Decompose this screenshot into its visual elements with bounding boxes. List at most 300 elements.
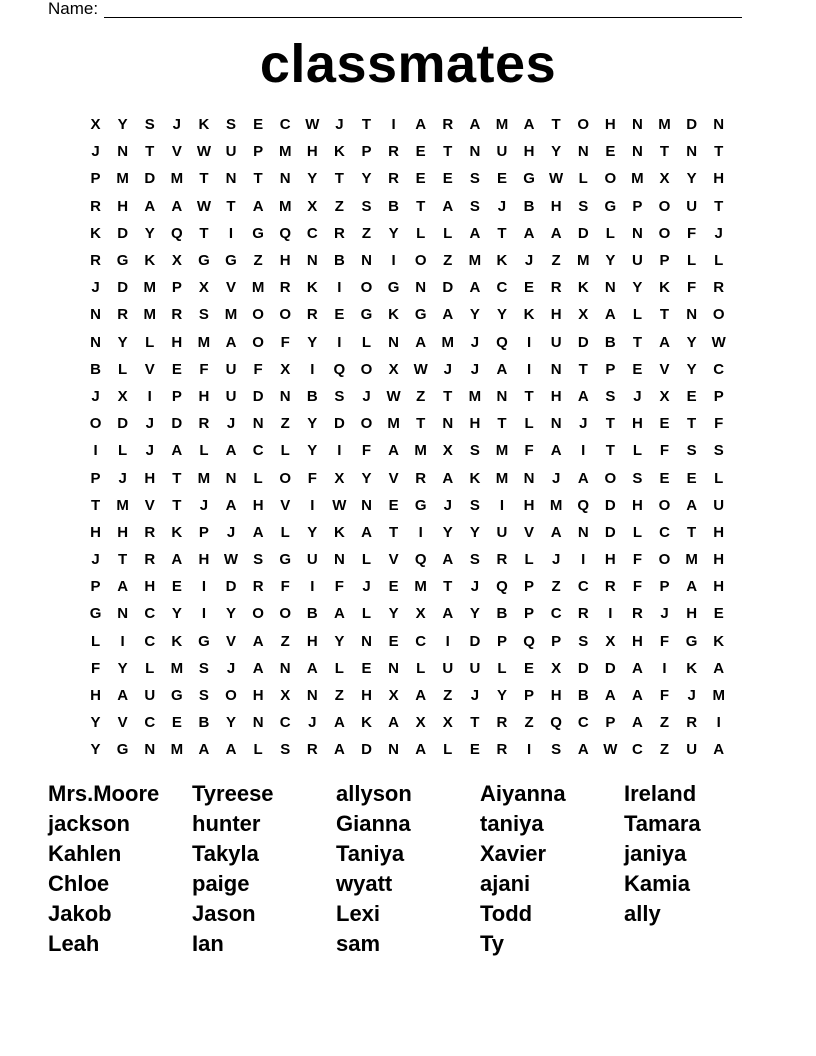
grid-letter[interactable]: H xyxy=(632,496,643,514)
grid-letter[interactable]: F xyxy=(632,551,642,569)
grid-letter[interactable]: V xyxy=(524,523,535,541)
grid-letter[interactable]: A xyxy=(632,714,643,732)
grid-letter[interactable]: J xyxy=(91,143,100,161)
grid-letter[interactable]: K xyxy=(388,306,399,324)
grid-letter[interactable]: N xyxy=(117,605,129,623)
grid-letter[interactable]: Y xyxy=(307,442,318,460)
grid-letter[interactable]: G xyxy=(685,632,698,650)
grid-letter[interactable]: A xyxy=(577,469,589,487)
grid-letter[interactable]: S xyxy=(144,116,155,134)
grid-letter[interactable]: F xyxy=(659,687,670,705)
grid-letter[interactable]: N xyxy=(604,279,616,297)
grid-letter[interactable]: Y xyxy=(605,252,616,270)
grid-letter[interactable]: S xyxy=(198,687,209,705)
grid-letter[interactable]: A xyxy=(415,333,427,351)
grid-letter[interactable]: H xyxy=(713,551,725,569)
grid-letter[interactable]: R xyxy=(90,197,101,215)
grid-letter[interactable]: Z xyxy=(551,252,561,270)
grid-letter[interactable]: J xyxy=(91,551,100,569)
grid-letter[interactable]: N xyxy=(577,523,589,541)
grid-letter[interactable]: O xyxy=(658,224,671,242)
grid-letter[interactable]: H xyxy=(686,605,698,623)
grid-letter[interactable]: P xyxy=(605,360,616,378)
grid-letter[interactable]: H xyxy=(713,170,725,188)
grid-letter[interactable]: O xyxy=(252,306,264,324)
grid-letter[interactable]: O xyxy=(225,687,237,705)
grid-letter[interactable]: A xyxy=(117,687,129,705)
grid-letter[interactable]: A xyxy=(632,659,643,677)
grid-letter[interactable]: R xyxy=(252,578,264,596)
grid-letter[interactable]: N xyxy=(388,741,399,759)
grid-letter[interactable]: C xyxy=(144,714,156,732)
grid-letter[interactable]: D xyxy=(117,224,129,242)
grid-letter[interactable]: T xyxy=(714,197,724,215)
grid-letter[interactable]: Z xyxy=(551,578,561,596)
grid-letter[interactable]: C xyxy=(550,605,562,623)
grid-letter[interactable]: M xyxy=(251,279,265,297)
grid-letter[interactable]: H xyxy=(604,116,616,134)
grid-letter[interactable]: I xyxy=(310,578,315,596)
grid-letter[interactable]: A xyxy=(577,741,589,759)
grid-letter[interactable]: C xyxy=(577,714,589,732)
grid-letter[interactable]: R xyxy=(632,605,643,623)
grid-letter[interactable]: K xyxy=(713,632,725,650)
grid-letter[interactable]: P xyxy=(605,714,616,732)
grid-letter[interactable]: J xyxy=(226,523,236,541)
grid-letter[interactable]: P xyxy=(198,523,209,541)
grid-letter[interactable]: P xyxy=(361,143,372,161)
grid-letter[interactable]: A xyxy=(117,578,129,596)
grid-letter[interactable]: K xyxy=(496,252,508,270)
grid-letter[interactable]: Y xyxy=(388,224,399,242)
grid-letter[interactable]: D xyxy=(252,387,264,405)
grid-letter[interactable]: U xyxy=(686,741,698,759)
grid-letter[interactable]: Z xyxy=(280,632,290,650)
grid-letter[interactable]: H xyxy=(306,143,318,161)
grid-letter[interactable]: Y xyxy=(361,170,372,188)
grid-letter[interactable]: L xyxy=(632,442,642,460)
grid-letter[interactable]: C xyxy=(306,224,318,242)
grid-letter[interactable]: U xyxy=(496,523,508,541)
grid-letter[interactable]: H xyxy=(523,143,535,161)
grid-letter[interactable]: T xyxy=(388,523,399,541)
grid-letter[interactable]: O xyxy=(658,197,671,215)
grid-letter[interactable]: Y xyxy=(496,306,507,324)
grid-letter[interactable]: F xyxy=(659,632,670,650)
grid-letter[interactable]: E xyxy=(415,143,426,161)
grid-letter[interactable]: A xyxy=(388,714,399,732)
grid-letter[interactable]: T xyxy=(714,143,724,161)
grid-letter[interactable]: L xyxy=(90,632,101,650)
grid-letter[interactable]: E xyxy=(334,306,345,324)
grid-letter[interactable]: V xyxy=(117,714,128,732)
grid-letter[interactable]: J xyxy=(362,387,371,405)
grid-letter[interactable]: Y xyxy=(361,469,372,487)
grid-letter[interactable]: A xyxy=(144,197,156,215)
grid-letter[interactable]: S xyxy=(605,387,616,405)
grid-letter[interactable]: A xyxy=(550,224,562,242)
grid-letter[interactable]: I xyxy=(201,605,206,623)
grid-letter[interactable]: T xyxy=(687,415,697,433)
grid-letter[interactable]: N xyxy=(306,252,318,270)
grid-letter[interactable]: O xyxy=(252,605,264,623)
grid-letter[interactable]: V xyxy=(388,469,399,487)
grid-letter[interactable]: M xyxy=(631,170,644,188)
grid-letter[interactable]: I xyxy=(391,252,396,270)
name-blank-line[interactable] xyxy=(104,3,742,18)
grid-letter[interactable]: R xyxy=(144,551,156,569)
grid-letter[interactable]: N xyxy=(523,469,535,487)
grid-letter[interactable]: R xyxy=(496,714,508,732)
grid-letter[interactable]: M xyxy=(468,252,482,270)
grid-letter[interactable]: Y xyxy=(171,605,182,623)
grid-letter[interactable]: U xyxy=(632,252,643,270)
grid-letter[interactable]: S xyxy=(469,496,480,514)
grid-letter[interactable]: A xyxy=(252,632,264,650)
grid-letter[interactable]: T xyxy=(253,170,263,188)
grid-letter[interactable]: A xyxy=(171,197,183,215)
grid-letter[interactable]: B xyxy=(306,387,318,405)
grid-letter[interactable]: I xyxy=(391,116,396,134)
grid-letter[interactable]: T xyxy=(118,551,128,569)
grid-letter[interactable]: I xyxy=(337,442,342,460)
grid-letter[interactable]: Y xyxy=(686,360,697,378)
grid-letter[interactable]: C xyxy=(496,279,508,297)
grid-letter[interactable]: X xyxy=(659,170,670,188)
grid-letter[interactable]: A xyxy=(442,306,454,324)
grid-letter[interactable]: S xyxy=(198,659,209,677)
grid-letter[interactable]: Y xyxy=(496,687,507,705)
grid-letter[interactable]: Z xyxy=(280,415,290,433)
grid-letter[interactable]: K xyxy=(171,523,183,541)
grid-letter[interactable]: D xyxy=(442,279,454,297)
grid-letter[interactable]: Y xyxy=(117,333,128,351)
grid-letter[interactable]: N xyxy=(361,252,372,270)
grid-letter[interactable]: L xyxy=(443,741,453,759)
grid-letter[interactable]: V xyxy=(226,632,237,650)
grid-letter[interactable]: Q xyxy=(550,714,562,732)
grid-letter[interactable]: U xyxy=(713,496,725,514)
grid-letter[interactable]: F xyxy=(659,442,670,460)
grid-letter[interactable]: W xyxy=(549,170,564,188)
grid-letter[interactable]: X xyxy=(415,605,426,623)
grid-letter[interactable]: J xyxy=(579,415,588,433)
grid-letter[interactable]: T xyxy=(578,360,588,378)
grid-letter[interactable]: N xyxy=(550,360,562,378)
grid-letter[interactable]: A xyxy=(686,496,698,514)
grid-letter[interactable]: O xyxy=(279,469,292,487)
grid-letter[interactable]: F xyxy=(524,442,534,460)
grid-letter[interactable]: E xyxy=(524,279,535,297)
grid-letter[interactable]: S xyxy=(280,741,291,759)
grid-letter[interactable]: F xyxy=(280,578,290,596)
grid-letter[interactable]: N xyxy=(279,659,291,677)
grid-letter[interactable]: O xyxy=(360,360,373,378)
grid-letter[interactable]: Z xyxy=(416,387,426,405)
grid-letter[interactable]: Q xyxy=(414,551,427,569)
grid-letter[interactable]: E xyxy=(388,496,399,514)
grid-letter[interactable]: H xyxy=(713,523,725,541)
grid-letter[interactable]: H xyxy=(90,523,101,541)
grid-letter[interactable]: I xyxy=(716,714,721,732)
grid-letter[interactable]: R xyxy=(117,306,129,324)
grid-letter[interactable]: T xyxy=(524,387,534,405)
grid-letter[interactable]: L xyxy=(687,252,697,270)
grid-letter[interactable]: Q xyxy=(170,224,183,242)
grid-letter[interactable]: H xyxy=(279,252,291,270)
grid-letter[interactable]: T xyxy=(199,170,209,188)
grid-letter[interactable]: I xyxy=(337,333,342,351)
grid-letter[interactable]: S xyxy=(551,741,562,759)
grid-letter[interactable]: S xyxy=(632,469,643,487)
grid-letter[interactable]: L xyxy=(280,523,290,541)
grid-letter[interactable]: H xyxy=(713,578,725,596)
grid-letter[interactable]: H xyxy=(198,387,210,405)
grid-letter[interactable]: O xyxy=(360,415,373,433)
grid-letter[interactable]: I xyxy=(337,279,342,297)
grid-letter[interactable]: S xyxy=(361,197,372,215)
grid-letter[interactable]: Z xyxy=(659,714,670,732)
grid-letter[interactable]: Q xyxy=(333,360,346,378)
grid-letter[interactable]: X xyxy=(659,387,670,405)
grid-letter[interactable]: P xyxy=(524,578,535,596)
grid-letter[interactable]: T xyxy=(659,306,670,324)
grid-letter[interactable]: S xyxy=(469,551,480,569)
grid-letter[interactable]: L xyxy=(253,469,263,487)
grid-letter[interactable]: A xyxy=(442,197,454,215)
grid-letter[interactable]: W xyxy=(332,496,347,514)
grid-letter[interactable]: K xyxy=(198,116,210,134)
grid-letter[interactable]: X xyxy=(578,306,589,324)
grid-letter[interactable]: Q xyxy=(523,632,535,650)
grid-letter[interactable]: L xyxy=(632,306,642,324)
grid-letter[interactable]: X xyxy=(605,632,616,650)
grid-letter[interactable]: I xyxy=(147,387,152,405)
grid-letter[interactable]: H xyxy=(117,523,129,541)
grid-letter[interactable]: M xyxy=(170,741,184,759)
grid-letter[interactable]: N xyxy=(144,741,156,759)
grid-letter[interactable]: M xyxy=(685,551,698,569)
grid-letter[interactable]: R xyxy=(496,551,508,569)
grid-letter[interactable]: I xyxy=(526,741,532,759)
grid-letter[interactable]: E xyxy=(632,360,643,378)
grid-letter[interactable]: H xyxy=(604,551,616,569)
grid-letter[interactable]: W xyxy=(196,143,211,161)
grid-letter[interactable]: G xyxy=(89,605,102,623)
grid-letter[interactable]: M xyxy=(414,578,427,596)
grid-letter[interactable]: L xyxy=(714,252,724,270)
grid-letter[interactable]: P xyxy=(632,197,643,215)
grid-letter[interactable]: Y xyxy=(551,143,562,161)
grid-letter[interactable]: S xyxy=(686,442,697,460)
grid-letter[interactable]: I xyxy=(581,551,586,569)
grid-letter[interactable]: Y xyxy=(117,659,128,677)
grid-letter[interactable]: S xyxy=(469,197,480,215)
grid-letter[interactable]: K xyxy=(469,469,481,487)
grid-letter[interactable]: O xyxy=(252,333,264,351)
grid-letter[interactable]: V xyxy=(388,551,399,569)
grid-letter[interactable]: J xyxy=(226,659,236,677)
grid-letter[interactable]: X xyxy=(90,116,101,134)
grid-letter[interactable]: Y xyxy=(90,741,101,759)
grid-letter[interactable]: S xyxy=(713,442,724,460)
grid-letter[interactable]: J xyxy=(118,469,127,487)
grid-letter[interactable]: G xyxy=(198,632,210,650)
grid-letter[interactable]: K xyxy=(144,252,156,270)
grid-letter[interactable]: L xyxy=(361,605,372,623)
grid-letter[interactable]: B xyxy=(604,333,616,351)
grid-letter[interactable]: N xyxy=(577,143,589,161)
grid-letter[interactable]: O xyxy=(658,496,671,514)
grid-letter[interactable]: B xyxy=(523,197,535,215)
grid-letter[interactable]: U xyxy=(496,143,508,161)
grid-letter[interactable]: P xyxy=(524,605,535,623)
grid-letter[interactable]: O xyxy=(89,415,102,433)
grid-letter[interactable]: U xyxy=(550,333,562,351)
grid-letter[interactable]: A xyxy=(415,741,427,759)
grid-letter[interactable]: L xyxy=(443,224,453,242)
grid-letter[interactable]: H xyxy=(90,687,101,705)
grid-letter[interactable]: T xyxy=(497,224,507,242)
grid-letter[interactable]: M xyxy=(387,415,400,433)
grid-letter[interactable]: R xyxy=(604,578,616,596)
grid-letter[interactable]: K xyxy=(171,632,183,650)
grid-letter[interactable]: R xyxy=(496,741,508,759)
grid-letter[interactable]: E xyxy=(442,170,453,188)
grid-letter[interactable]: L xyxy=(145,659,155,677)
grid-letter[interactable]: J xyxy=(91,387,100,405)
grid-letter[interactable]: O xyxy=(604,469,617,487)
grid-letter[interactable]: G xyxy=(198,252,210,270)
grid-letter[interactable]: C xyxy=(632,741,643,759)
grid-letter[interactable]: T xyxy=(659,143,670,161)
grid-letter[interactable]: I xyxy=(608,605,613,623)
grid-letter[interactable]: N xyxy=(415,279,427,297)
grid-letter[interactable]: J xyxy=(633,387,642,405)
grid-letter[interactable]: U xyxy=(469,659,481,677)
grid-letter[interactable]: H xyxy=(171,333,183,351)
grid-letter[interactable]: T xyxy=(90,496,101,514)
grid-letter[interactable]: U xyxy=(442,659,454,677)
grid-letter[interactable]: D xyxy=(117,279,129,297)
grid-letter[interactable]: A xyxy=(713,741,725,759)
grid-letter[interactable]: A xyxy=(469,279,481,297)
grid-letter[interactable]: E xyxy=(713,605,724,623)
grid-letter[interactable]: O xyxy=(414,252,427,270)
grid-letter[interactable]: Y xyxy=(144,224,155,242)
grid-letter[interactable]: Z xyxy=(253,252,263,270)
grid-letter[interactable]: M xyxy=(224,306,238,324)
grid-letter[interactable]: A xyxy=(442,605,454,623)
grid-letter[interactable]: Z xyxy=(524,714,534,732)
grid-letter[interactable]: G xyxy=(414,306,427,324)
grid-letter[interactable]: V xyxy=(171,143,182,161)
grid-letter[interactable]: N xyxy=(225,469,237,487)
grid-letter[interactable]: D xyxy=(225,578,237,596)
grid-letter[interactable]: G xyxy=(116,252,129,270)
grid-letter[interactable]: D xyxy=(577,224,589,242)
grid-letter[interactable]: E xyxy=(524,659,535,677)
grid-letter[interactable]: W xyxy=(223,551,239,569)
grid-letter[interactable]: M xyxy=(441,333,455,351)
grid-letter[interactable]: T xyxy=(497,415,507,433)
grid-letter[interactable]: M xyxy=(549,496,563,514)
grid-letter[interactable]: T xyxy=(145,143,155,161)
grid-letter[interactable]: N xyxy=(496,387,508,405)
grid-letter[interactable]: E xyxy=(469,741,480,759)
grid-letter[interactable]: L xyxy=(145,333,155,351)
grid-letter[interactable]: N xyxy=(361,632,372,650)
grid-letter[interactable]: L xyxy=(714,469,724,487)
grid-letter[interactable]: Q xyxy=(496,578,508,596)
grid-letter[interactable]: Y xyxy=(307,333,318,351)
grid-letter[interactable]: P xyxy=(90,469,101,487)
grid-letter[interactable]: A xyxy=(469,116,481,134)
grid-letter[interactable]: M xyxy=(658,116,671,134)
grid-letter[interactable]: A xyxy=(659,333,670,351)
grid-letter[interactable]: L xyxy=(497,659,507,677)
grid-letter[interactable]: S xyxy=(469,442,480,460)
grid-letter[interactable]: W xyxy=(711,333,726,351)
grid-letter[interactable]: L xyxy=(280,442,290,460)
grid-letter[interactable]: T xyxy=(687,523,697,541)
grid-letter[interactable]: C xyxy=(713,360,725,378)
grid-letter[interactable]: E xyxy=(388,578,399,596)
grid-letter[interactable]: O xyxy=(360,279,373,297)
grid-letter[interactable]: B xyxy=(496,605,508,623)
grid-letter[interactable]: J xyxy=(470,333,480,351)
grid-letter[interactable]: X xyxy=(442,714,453,732)
grid-letter[interactable]: K xyxy=(333,143,345,161)
grid-letter[interactable]: X xyxy=(442,442,453,460)
grid-letter[interactable]: W xyxy=(413,360,428,378)
grid-letter[interactable]: D xyxy=(333,415,345,433)
grid-letter[interactable]: N xyxy=(117,143,129,161)
grid-letter[interactable]: Y xyxy=(307,523,318,541)
grid-letter[interactable]: H xyxy=(198,551,210,569)
grid-letter[interactable]: H xyxy=(361,687,372,705)
grid-letter[interactable]: C xyxy=(415,632,427,650)
grid-letter[interactable]: K xyxy=(333,523,345,541)
grid-letter[interactable]: A xyxy=(225,741,237,759)
grid-letter[interactable]: O xyxy=(658,551,671,569)
grid-letter[interactable]: K xyxy=(686,659,698,677)
grid-letter[interactable]: M xyxy=(495,442,509,460)
grid-letter[interactable]: C xyxy=(279,116,291,134)
grid-letter[interactable]: R xyxy=(550,279,562,297)
grid-letter[interactable]: C xyxy=(659,523,670,541)
grid-letter[interactable]: C xyxy=(144,632,156,650)
grid-letter[interactable]: Y xyxy=(388,605,399,623)
grid-letter[interactable]: R xyxy=(90,252,101,270)
grid-letter[interactable]: V xyxy=(226,279,237,297)
grid-letter[interactable]: A xyxy=(333,741,345,759)
grid-letter[interactable]: J xyxy=(470,687,480,705)
grid-letter[interactable]: I xyxy=(93,442,98,460)
grid-letter[interactable]: M xyxy=(495,469,509,487)
grid-letter[interactable]: M xyxy=(197,333,211,351)
name-field[interactable] xyxy=(48,0,742,18)
grid-letter[interactable]: N xyxy=(333,551,345,569)
grid-letter[interactable]: E xyxy=(171,360,182,378)
grid-letter[interactable]: O xyxy=(712,306,725,324)
grid-letter[interactable]: U xyxy=(225,360,237,378)
grid-letter[interactable]: P xyxy=(713,387,724,405)
grid-letter[interactable]: M xyxy=(576,252,590,270)
grid-letter[interactable]: A xyxy=(171,551,183,569)
grid-letter[interactable]: C xyxy=(279,714,291,732)
grid-letter[interactable]: P xyxy=(90,170,101,188)
